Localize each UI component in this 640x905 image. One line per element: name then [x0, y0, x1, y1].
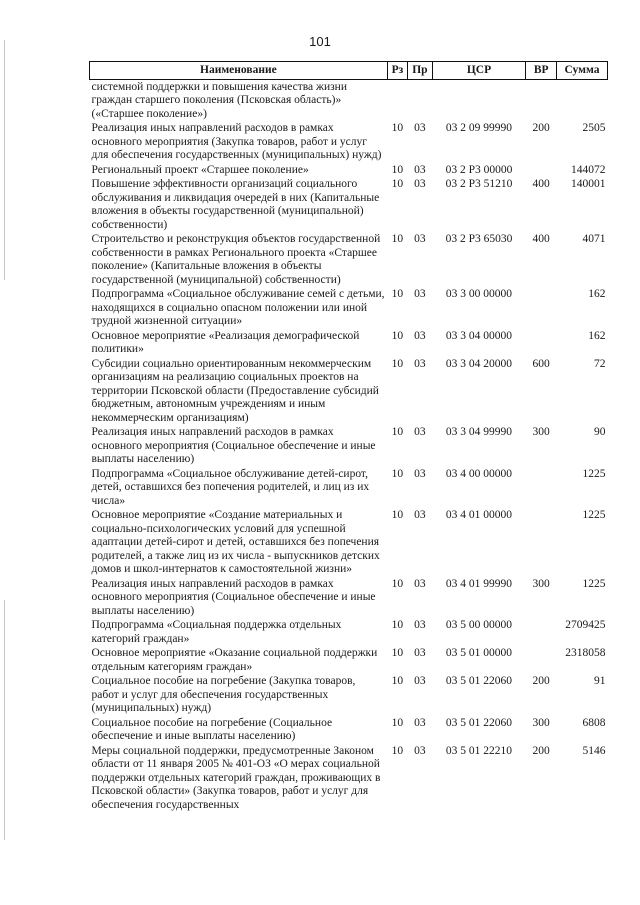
row-vr — [526, 163, 557, 178]
row-rz: 10 — [391, 716, 404, 729]
row-csr: 03 5 01 22210 — [445, 744, 513, 757]
row-pr: 03 — [414, 675, 426, 687]
row-sum: 144072 — [571, 163, 606, 176]
row-name: Подпрограмма «Социальная поддержка отдельных категорий граждан» — [91, 619, 342, 645]
table-row — [90, 121, 608, 163]
table-row — [90, 425, 608, 467]
row-name: Реализация иных направлений расходов в рамках основного мероприятия (Социальное обеспечение и иные выплаты населению) — [91, 577, 376, 617]
row-pr: 03 — [414, 577, 426, 590]
row-csr — [432, 79, 526, 121]
row-name: Меры социальной поддержки, предусмотренные Законом области от 11 января 2005 № 401-ОЗ «О мерах социальной поддержки отдельных категорий граждан, проживающих в Псковской области» (Закупка товаров, работ и услуг для обеспечения государственных — [91, 744, 381, 811]
row-vr — [526, 287, 557, 329]
row-sum: 1225 — [582, 577, 606, 590]
page-number: 101 — [309, 34, 331, 49]
row-sum: 2505 — [582, 122, 606, 134]
row-csr: 03 5 00 00000 — [445, 619, 513, 631]
row-rz: 10 — [391, 357, 404, 370]
table-row — [90, 163, 608, 178]
row-rz: 10 — [391, 329, 404, 342]
table-row — [90, 177, 608, 232]
row-vr: 400 — [532, 178, 550, 190]
row-rz: 10 — [391, 744, 404, 757]
row-vr — [526, 467, 557, 509]
row-sum: 91 — [594, 675, 606, 687]
table-row — [90, 467, 608, 509]
row-rz: 10 — [391, 178, 404, 190]
row-vr — [526, 79, 557, 121]
row-sum: 2318058 — [565, 647, 606, 659]
table-row — [90, 674, 608, 716]
row-rz: 10 — [391, 233, 404, 245]
row-pr: 03 — [414, 647, 426, 659]
row-name: системной поддержки и повышения качества жизни граждан старшего поколения (Псковская область)» («Старшее поколение») — [91, 80, 347, 120]
row-pr: 03 — [414, 744, 426, 757]
table-row — [90, 646, 608, 674]
row-rz: 10 — [391, 577, 404, 590]
header-sum: Сумма — [556, 62, 607, 80]
row-pr: 03 — [414, 122, 426, 134]
row-vr: 200 — [532, 122, 550, 134]
row-name: Субсидии социально ориентированным некоммерческим организациям на реализацию социальных проектов на территории Псковской области (Предоставление субсидий бюджетным, автономным учреждениям и иным некоммерческим организациям) — [91, 357, 379, 424]
row-csr: 03 5 01 00000 — [445, 647, 513, 659]
header-vr: ВР — [526, 62, 557, 80]
row-sum: 140001 — [571, 178, 606, 190]
row-vr — [526, 329, 557, 357]
table-row — [90, 618, 608, 646]
table-row — [90, 577, 608, 619]
row-vr: 300 — [532, 577, 550, 590]
header-rz: Рз — [387, 62, 407, 80]
header-pr: Пр — [408, 62, 432, 80]
row-rz — [387, 79, 407, 121]
row-csr: 03 5 01 22060 — [445, 716, 513, 729]
row-sum: 162 — [588, 329, 606, 342]
row-name: Строительство и реконструкция объектов государственной собственности в рамках Регионального проекта «Старшее поколение» (Капитальные вложения в объекты государственной (муниципальной) собственности) — [91, 233, 381, 286]
row-vr: 600 — [532, 357, 550, 370]
row-name: Подпрограмма «Социальное обслуживание детей-сирот, детей, оставшихся без попечения родителей, и лиц из их числа» — [91, 467, 370, 507]
row-name: Основное мероприятие «Оказание социальной поддержки отдельным категориям граждан» — [91, 647, 378, 673]
row-sum: 2709425 — [565, 619, 606, 631]
scan-edge-mark-bottom — [4, 600, 5, 840]
row-name: Подпрограмма «Социальное обслуживание семей с детьми, находящихся в социально опасном положении или иной трудной жизненной ситуации» — [91, 288, 385, 327]
row-rz: 10 — [391, 288, 404, 300]
row-sum: 72 — [594, 357, 606, 370]
table-body — [90, 79, 608, 812]
row-pr: 03 — [414, 233, 426, 245]
row-vr: 300 — [532, 426, 550, 438]
row-rz: 10 — [391, 647, 404, 659]
row-sum: 1225 — [582, 509, 606, 521]
header-name: Наименование — [90, 62, 388, 80]
row-sum: 90 — [594, 426, 606, 438]
row-vr: 200 — [532, 675, 550, 687]
row-sum: 162 — [588, 288, 606, 300]
row-rz: 10 — [391, 675, 404, 687]
row-csr: 03 4 01 99990 — [445, 577, 513, 590]
row-csr: 03 3 04 99990 — [445, 426, 513, 438]
row-pr: 03 — [414, 329, 426, 342]
row-csr: 03 3 04 20000 — [445, 357, 513, 370]
row-vr: 200 — [532, 744, 550, 757]
row-name: Социальное пособие на погребение (Социальное обеспечение и иные выплаты населению) — [91, 716, 333, 742]
row-name: Основное мероприятие «Создание материальных и социально-психологических условий для успешной адаптации детей-сирот и детей, оставшихся без попечения родителей, а также лиц из их числа - выпускников детских домов и школ-интернатов к самостоятельной жизни» — [91, 509, 380, 575]
row-vr — [526, 508, 557, 577]
row-csr: 03 2 Р3 00000 — [445, 163, 513, 176]
row-csr: 03 5 01 22060 — [445, 675, 513, 687]
row-name: Повышение эффективности организаций социального обслуживания и ликвидация очередей в них (Капитальные вложения в объекты государственной (муниципальной) собственности) — [91, 178, 380, 231]
row-csr: 03 3 00 00000 — [445, 288, 513, 300]
row-rz: 10 — [391, 619, 404, 631]
row-name: Региональный проект «Старшее поколение» — [91, 163, 309, 176]
row-pr: 03 — [414, 163, 426, 176]
row-sum: 6808 — [582, 716, 606, 729]
table-row — [90, 508, 608, 577]
table-row — [90, 744, 608, 813]
table-row — [90, 232, 608, 287]
row-rz: 10 — [391, 163, 404, 176]
row-name: Социальное пособие на погребение (Закупка товаров, работ и услуг для обеспечения государственных (муниципальных) нужд) — [91, 675, 356, 714]
header-csr: ЦСР — [432, 62, 526, 80]
row-rz: 10 — [391, 509, 404, 521]
row-csr: 03 2 Р3 51210 — [445, 178, 513, 190]
row-pr: 03 — [414, 509, 426, 521]
row-vr: 300 — [532, 716, 550, 729]
budget-table — [89, 61, 608, 812]
row-pr: 03 — [414, 426, 426, 438]
table-row — [90, 329, 608, 357]
row-sum: 4071 — [582, 233, 606, 245]
row-vr — [526, 646, 557, 674]
row-rz: 10 — [391, 122, 404, 134]
row-pr: 03 — [414, 716, 426, 729]
table-row — [90, 716, 608, 744]
row-csr: 03 2 Р3 65030 — [445, 233, 513, 245]
row-pr: 03 — [414, 467, 426, 480]
row-name: Реализация иных направлений расходов в рамках основного мероприятия (Социальное обеспечение и иные выплаты населению) — [91, 426, 376, 465]
row-rz: 10 — [391, 426, 404, 438]
row-sum — [556, 79, 607, 121]
table-row — [90, 287, 608, 329]
row-csr: 03 3 04 00000 — [445, 329, 513, 342]
row-pr: 03 — [414, 178, 426, 190]
row-pr: 03 — [414, 357, 426, 370]
row-csr: 03 2 09 99990 — [445, 122, 513, 134]
row-pr — [408, 79, 432, 121]
table-row — [90, 79, 608, 121]
scan-edge-mark-top — [4, 40, 5, 280]
row-vr — [526, 618, 557, 646]
row-pr: 03 — [414, 619, 426, 631]
row-sum: 5146 — [582, 744, 606, 757]
row-rz: 10 — [391, 467, 404, 480]
row-name: Основное мероприятие «Реализация демографической политики» — [91, 329, 360, 355]
row-sum: 1225 — [582, 467, 606, 480]
row-csr: 03 4 01 00000 — [445, 509, 513, 521]
table-header-row — [90, 62, 608, 80]
table-row — [90, 357, 608, 426]
row-vr: 400 — [532, 233, 550, 245]
row-csr: 03 4 00 00000 — [445, 467, 513, 480]
row-name: Реализация иных направлений расходов в рамках основного мероприятия (Закупка товаров, работ и услуг для обеспечения государственных (муниципальных) нужд) — [91, 122, 382, 161]
row-pr: 03 — [414, 288, 426, 300]
